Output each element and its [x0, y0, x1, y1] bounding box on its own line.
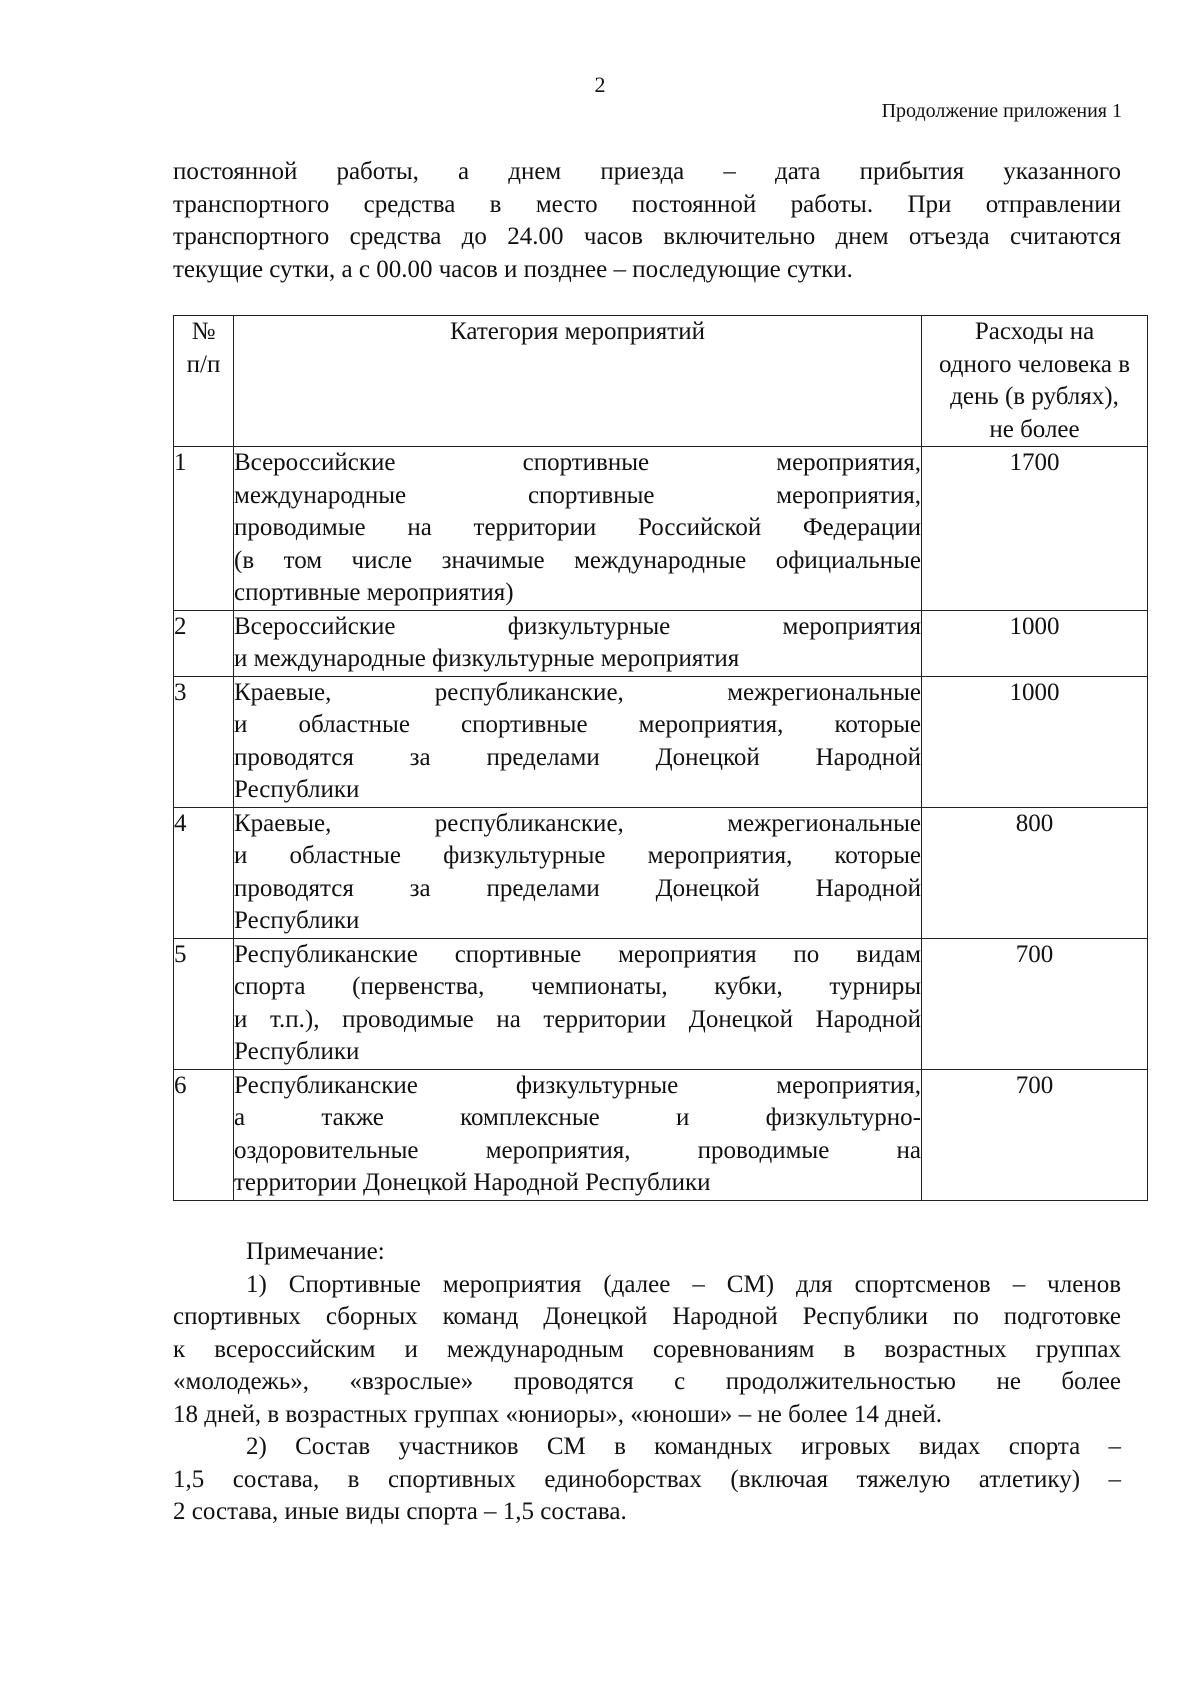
note-line: к всероссийским и международным соревнованиям в возрастных группах [173, 1335, 1121, 1363]
header-cost-line: Расходы на [974, 318, 1095, 345]
category-line: и областные физкультурные мероприятия, которые [234, 842, 921, 869]
category-line: Республиканские физкультурные мероприятия, [234, 1071, 921, 1099]
row-category [234, 938, 922, 1069]
note-section [173, 1236, 1121, 1529]
category-line: проводимые на территории Российской Федерации [234, 514, 921, 541]
category-line: Республики [234, 907, 360, 934]
note-heading: Примечание: [246, 1238, 385, 1265]
category-line: оздоровительные мероприятия, проводимые на [234, 1136, 921, 1164]
note-line: 1) Спортивные мероприятия (далее – СМ) для спортсменов – членов [246, 1270, 1121, 1298]
category-line: и областные спортивные мероприятия, которые [234, 711, 921, 738]
row-number: 2 [174, 610, 234, 676]
row-cost: 1000 [922, 676, 1148, 807]
note-line: 2) Состав участников СМ в командных игровых видах спорта – [246, 1433, 1121, 1460]
table-row [174, 807, 1148, 938]
category-line: и международные физкультурные мероприятия [234, 645, 740, 672]
category-line: а также комплексные и физкультурно- [234, 1104, 921, 1131]
note-line: 2 состава, иные виды спорта – 1,5 состава. [173, 1498, 627, 1525]
row-cost: 700 [922, 938, 1148, 1069]
row-number: 4 [174, 807, 234, 938]
category-line: Краевые, республиканские, межрегиональные [234, 809, 921, 837]
header-number-line: п/п [186, 350, 221, 378]
header-cost [922, 316, 1148, 447]
row-category [234, 676, 922, 807]
intro-line: постоянной работы, а днем приезда – дата прибытия указанного [173, 158, 1121, 185]
category-line: Всероссийские физкультурные мероприятия [234, 612, 921, 640]
table-row [174, 1069, 1148, 1200]
note-line: «молодежь», «взрослые» проводятся с продолжительностью не более [173, 1368, 1121, 1395]
note-line: 1,5 состава, в спортивных единоборствах (включая тяжелую атлетику) – [173, 1465, 1121, 1493]
row-category [234, 1069, 922, 1200]
category-line: международные спортивные мероприятия, [234, 481, 921, 509]
category-line: (в том числе значимые международные официальные [234, 546, 921, 574]
row-cost: 1700 [922, 447, 1148, 611]
header-number-line: № [191, 318, 216, 345]
intro-line: транспортного средства в место постоянной работы. При отправлении [173, 190, 1121, 218]
row-number: 3 [174, 676, 234, 807]
table-row [174, 676, 1148, 807]
row-cost: 700 [922, 1069, 1148, 1200]
category-line: и т.п.), проводимые на территории Донецкой Народной [234, 1005, 921, 1033]
header-cost-line: одного человека в [938, 350, 1131, 378]
continuation-label: Продолжение приложения 1 [881, 100, 1122, 122]
table-row [174, 610, 1148, 676]
header-cost-line: не более [989, 415, 1080, 443]
row-number: 1 [174, 447, 234, 611]
header-cost-line: день (в рублях), [950, 383, 1119, 410]
row-number: 6 [174, 1069, 234, 1200]
page-number: 2 [594, 72, 606, 97]
header-number [174, 316, 234, 447]
note-line: спортивных сборных команд Донецкой Народной Республики по подготовке [173, 1303, 1121, 1330]
category-line: Всероссийские спортивные мероприятия, [234, 449, 921, 476]
intro-line: текущие сутки, а с 00.00 часов и позднее – последующие сутки. [173, 255, 853, 283]
intro-paragraph [173, 156, 1121, 286]
header-category: Категория мероприятий [234, 316, 922, 447]
category-line: Республики [234, 776, 360, 803]
table-row [174, 938, 1148, 1069]
row-cost: 800 [922, 807, 1148, 938]
row-category [234, 807, 922, 938]
category-line: проводятся за пределами Донецкой Народной [234, 874, 921, 902]
category-line: спортивные мероприятия) [234, 579, 514, 606]
category-line: Республиканские спортивные мероприятия по видам [234, 940, 921, 968]
category-line: территории Донецкой Народной Республики [234, 1169, 711, 1196]
row-cost: 1000 [922, 610, 1148, 676]
category-line: Республики [234, 1038, 360, 1065]
category-line: Краевые, республиканские, межрегиональные [234, 678, 921, 706]
row-number: 5 [174, 938, 234, 1069]
table-header-row [174, 316, 1148, 447]
intro-line: транспортного средства до 24.00 часов включительно днем отъезда считаются [173, 223, 1121, 250]
note-line: 18 дней, в возрастных группах «юниоры», «юноши» – не более 14 дней. [173, 1400, 942, 1428]
row-category [234, 610, 922, 676]
table-row [174, 447, 1148, 611]
row-category [234, 447, 922, 611]
category-line: проводятся за пределами Донецкой Народной [234, 743, 921, 771]
category-line: спорта (первенства, чемпионаты, кубки, турниры [234, 973, 921, 1000]
events-cost-table [173, 315, 1148, 1201]
